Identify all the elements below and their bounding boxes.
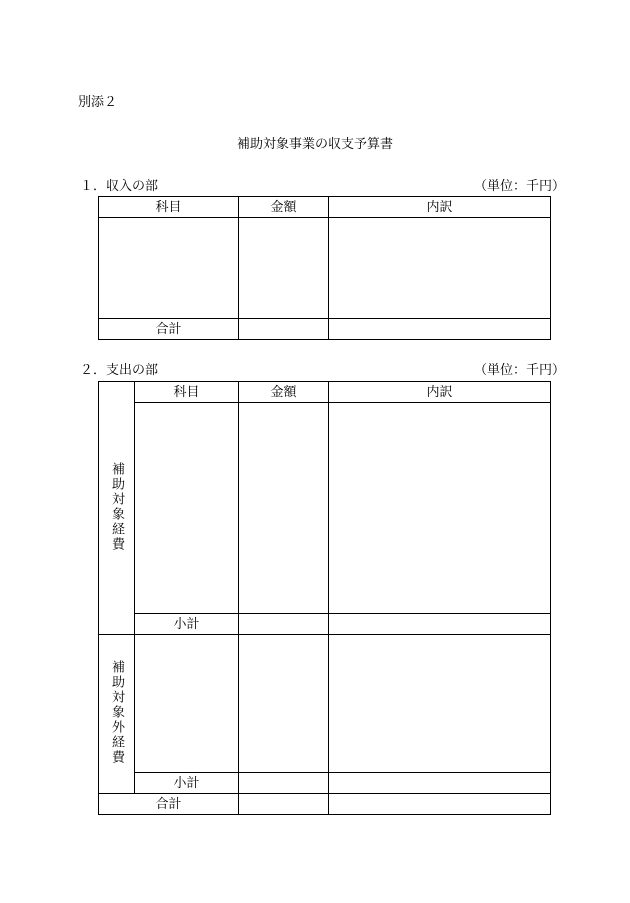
non-subsidized-group-label: 補助対象外経費	[109, 660, 124, 765]
expense-total-breakdown-cell[interactable]	[329, 794, 551, 815]
non-subsidized-subtotal-breakdown-cell[interactable]	[329, 773, 551, 794]
income-section-title: １．収入の部	[80, 179, 159, 194]
document-title: 補助対象事業の収支予算書	[236, 137, 393, 152]
expense-section-title: ２．支出の部	[80, 363, 159, 378]
expense-header-item: 科目	[135, 382, 239, 403]
income-item-cell[interactable]	[99, 218, 239, 319]
income-total-amount-cell[interactable]	[239, 319, 329, 340]
annex-label: 別添２	[78, 95, 118, 110]
income-body-row	[99, 218, 551, 319]
expense-unit: （単位：千円）	[474, 363, 566, 378]
non-subsidized-subtotal-amount-cell[interactable]	[239, 773, 329, 794]
non-subsidized-subtotal-label: 小計	[135, 773, 239, 794]
non-subsidized-amount-cell[interactable]	[239, 635, 329, 773]
subsidized-breakdown-cell[interactable]	[329, 403, 551, 614]
income-header-row	[99, 197, 551, 218]
subsidized-body-row	[99, 403, 551, 614]
subsidized-item-cell[interactable]	[135, 403, 239, 614]
subsidized-subtotal-breakdown-cell[interactable]	[329, 614, 551, 635]
expense-total-amount-cell[interactable]	[239, 794, 329, 815]
expense-header-amount: 金額	[239, 382, 329, 403]
non-subsidized-subtotal-row	[99, 773, 551, 794]
income-total-label: 合計	[99, 319, 239, 340]
expense-header-row	[99, 382, 551, 403]
non-subsidized-group-cell	[99, 635, 135, 794]
subsidized-amount-cell[interactable]	[239, 403, 329, 614]
subsidized-subtotal-label: 小計	[135, 614, 239, 635]
income-total-breakdown-cell[interactable]	[329, 319, 551, 340]
income-table	[98, 196, 551, 340]
income-total-row	[99, 319, 551, 340]
income-header-item: 科目	[99, 197, 239, 218]
subsidized-group-cell	[99, 382, 135, 635]
non-subsidized-body-row	[99, 635, 551, 773]
subsidized-subtotal-amount-cell[interactable]	[239, 614, 329, 635]
expense-total-row	[99, 794, 551, 815]
expense-header-breakdown: 内訳	[329, 382, 551, 403]
expense-table	[98, 381, 551, 815]
income-breakdown-cell[interactable]	[329, 218, 551, 319]
expense-total-label: 合計	[99, 794, 239, 815]
subsidized-subtotal-row	[99, 614, 551, 635]
non-subsidized-breakdown-cell[interactable]	[329, 635, 551, 773]
income-unit: （単位：千円）	[474, 179, 566, 194]
income-header-breakdown: 内訳	[329, 197, 551, 218]
non-subsidized-item-cell[interactable]	[135, 635, 239, 773]
income-amount-cell[interactable]	[239, 218, 329, 319]
subsidized-group-label: 補助対象経費	[109, 461, 124, 552]
income-header-amount: 金額	[239, 197, 329, 218]
